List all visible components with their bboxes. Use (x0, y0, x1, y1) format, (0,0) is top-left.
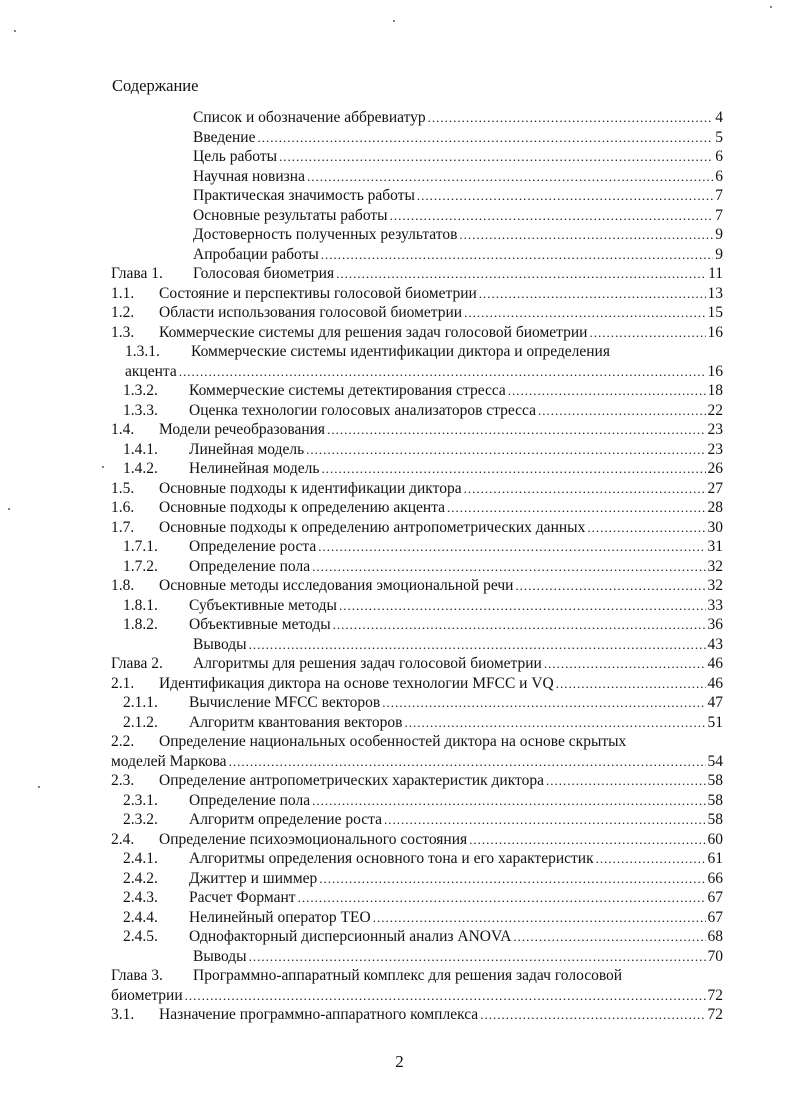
toc-dot-leader (318, 537, 705, 557)
scan-speck (393, 20, 395, 22)
toc-entry (111, 927, 723, 947)
toc-entry (111, 459, 723, 479)
toc-entry-page: 33 (707, 596, 723, 614)
toc-dot-leader (312, 791, 705, 811)
toc-entry-page: 54 (707, 752, 723, 770)
toc-entry-title: Алгоритм квантования векторов (189, 713, 403, 731)
toc-entry-title: Голосовая биометрия (193, 265, 335, 282)
toc-entry-title: Достоверность полученных результатов (193, 226, 458, 243)
toc-entry-title: Определение пола (189, 791, 311, 809)
toc-entry-title: Коммерческие системы детектирования стресса (189, 382, 506, 399)
toc-entry (111, 498, 723, 518)
toc-entry (111, 908, 723, 928)
toc-entry-number: 1.3.3. (123, 401, 158, 419)
toc-entry-page: 43 (707, 635, 723, 653)
toc-entry (111, 303, 723, 323)
toc-entry-number: 1.4. (111, 421, 135, 438)
toc-entry-number: 1.8.1. (123, 596, 158, 614)
toc-entry-number: 2.3.2. (123, 811, 158, 828)
toc-entry-page: 72 (707, 986, 723, 1004)
toc-dot-leader (373, 908, 706, 928)
toc-entry-page: 32 (707, 577, 723, 594)
toc-entry-number: Глава 2. (111, 655, 163, 672)
toc-entry (111, 108, 723, 128)
toc-entry (111, 1005, 723, 1025)
toc-entry-number: 1.2. (111, 304, 135, 321)
scan-speck (38, 786, 40, 788)
toc-entry (111, 420, 723, 440)
toc-entry-title: Расчет Формант (189, 889, 296, 906)
toc-dot-leader (447, 498, 705, 518)
toc-entry-page: 22 (707, 401, 723, 419)
toc-entry (111, 557, 723, 577)
toc-entry-title: Алгоритмы определения основного тона и его характеристик (189, 850, 594, 867)
toc-entry-title: Определение роста (189, 538, 317, 555)
toc-entry-title: Коммерческие системы идентификации диктора и определения (191, 343, 610, 360)
toc-entry-title: Выводы (193, 947, 247, 965)
toc-dot-leader (546, 771, 705, 791)
toc-entry (111, 947, 723, 967)
toc-entry-number: 2.2. (111, 733, 135, 750)
toc-entry-number: 2.1.1. (123, 694, 158, 711)
toc-entry-title: Список и обозначение аббревиатур (193, 109, 426, 126)
toc-entry (111, 596, 723, 616)
toc-entry-page: 61 (707, 850, 723, 867)
toc-entry-title: Определение психоэмоционального состояния (159, 830, 468, 848)
toc-dot-leader (257, 128, 713, 148)
toc-entry (111, 284, 723, 304)
toc-dot-leader (464, 479, 706, 499)
toc-entry-number: 1.7. (111, 518, 135, 536)
toc-entry-title: Определение пола (189, 557, 311, 575)
toc-entry-title: Определение антропометрических характеристик диктора (159, 772, 545, 789)
toc-entry-number: 3.1. (111, 1006, 135, 1023)
toc-dot-leader (339, 596, 706, 616)
toc-dot-leader (312, 557, 705, 577)
toc-dot-leader (417, 186, 713, 206)
toc-dot-leader (390, 206, 714, 226)
toc-entry-page: 47 (707, 694, 723, 711)
toc-entry-number: 1.3.2. (123, 382, 158, 399)
toc-dot-leader (589, 323, 705, 343)
toc-entry (111, 966, 723, 986)
toc-entry-number: 1.7.1. (123, 538, 158, 555)
toc-dot-leader (544, 654, 706, 674)
toc-entry-page: 5 (715, 128, 723, 146)
toc-entry (111, 147, 723, 167)
toc-entry-page: 27 (707, 479, 723, 497)
toc-entry-title: Научная новизна (193, 167, 305, 185)
toc-entry-page: 32 (707, 557, 723, 575)
toc-entry-page: 66 (707, 869, 723, 887)
toc-dot-leader (428, 108, 714, 128)
toc-dot-leader (333, 615, 706, 635)
toc-entry-number: 2.4.5. (123, 928, 158, 945)
toc-entry (111, 323, 723, 343)
toc-entry-page: 46 (707, 674, 723, 692)
table-of-contents (111, 108, 723, 1025)
toc-entry-page: 46 (707, 655, 723, 672)
toc-entry-title: Основные результаты работы (193, 206, 388, 224)
toc-entry-number: 2.4.3. (123, 889, 158, 906)
toc-entry-page: 26 (707, 460, 723, 477)
toc-entry (111, 693, 723, 713)
toc-dot-leader (469, 830, 705, 850)
toc-entry-page: 60 (707, 830, 723, 848)
toc-entry-page: 68 (707, 928, 723, 945)
toc-dot-leader (384, 810, 706, 830)
toc-entry-page: 51 (707, 713, 723, 731)
toc-entry-page: 58 (707, 811, 723, 828)
toc-dot-leader (327, 420, 705, 440)
toc-entry-page: 18 (707, 382, 723, 399)
toc-entry-page: 16 (707, 323, 723, 341)
toc-entry-number: Глава 3. (111, 967, 163, 984)
toc-entry-number: 1.4.1. (123, 440, 158, 458)
toc-heading: Содержание (112, 76, 199, 95)
toc-entry-title: биометрии (111, 986, 183, 1004)
toc-entry (111, 752, 723, 772)
toc-entry-number: 1.8.2. (123, 616, 158, 633)
toc-entry-page: 9 (715, 245, 723, 263)
toc-dot-leader (249, 947, 706, 967)
toc-entry (111, 401, 723, 421)
toc-entry (111, 576, 723, 596)
toc-entry-page: 13 (707, 284, 723, 302)
toc-dot-leader (185, 986, 706, 1006)
toc-entry-title: Определение национальных особенностей диктора на основе скрытых (159, 733, 627, 750)
toc-dot-leader (321, 245, 713, 265)
toc-entry-page: 6 (715, 148, 723, 165)
toc-entry-title: Основные подходы к идентификации диктора (159, 479, 462, 497)
toc-dot-leader (279, 147, 713, 167)
toc-entry (111, 849, 723, 869)
toc-entry-number: 2.3. (111, 772, 135, 789)
toc-entry-page: 9 (715, 226, 723, 243)
toc-entry-number: 1.6. (111, 499, 135, 516)
scan-speck (102, 466, 104, 468)
toc-entry (111, 810, 723, 830)
toc-entry (111, 518, 723, 538)
toc-entry-title: Основные подходы к определению акцента (159, 499, 446, 516)
toc-dot-leader (556, 674, 706, 694)
toc-entry-page: 23 (707, 421, 723, 438)
toc-entry (111, 791, 723, 811)
toc-dot-leader (459, 225, 713, 245)
toc-entry-title: Программно-аппаратный комплекс для решения задач голосовой (193, 967, 623, 984)
toc-entry-page: 36 (707, 616, 723, 633)
toc-entry-number: 1.8. (111, 577, 135, 594)
toc-entry-number: 2.4.2. (123, 869, 158, 887)
toc-entry-page: 30 (707, 518, 723, 536)
toc-entry-page: 6 (715, 167, 723, 185)
toc-dot-leader (249, 635, 706, 655)
toc-dot-leader (513, 927, 705, 947)
toc-entry (111, 264, 723, 284)
toc-entry-title: Основные методы исследования эмоциональной речи (159, 577, 514, 594)
toc-entry-page: 67 (707, 889, 723, 906)
toc-entry-title: Назначение программно-аппаратного комплекса (159, 1006, 479, 1023)
toc-entry-title: Выводы (193, 635, 247, 653)
toc-dot-leader (321, 459, 705, 479)
scan-speck (8, 508, 10, 510)
toc-entry (111, 869, 723, 889)
toc-dot-leader (515, 576, 705, 596)
toc-entry-title: Джиттер и шиммер (189, 869, 318, 887)
toc-entry (111, 186, 723, 206)
toc-dot-leader (596, 849, 706, 869)
toc-entry-number: 2.3.1. (123, 791, 158, 809)
toc-dot-leader (404, 713, 705, 733)
toc-entry (111, 888, 723, 908)
toc-entry-page: 7 (715, 187, 723, 204)
toc-dot-leader (298, 888, 706, 908)
toc-entry-page: 15 (707, 304, 723, 321)
toc-entry (111, 128, 723, 148)
toc-dot-leader (336, 264, 706, 284)
toc-entry-page: 31 (707, 538, 723, 555)
toc-entry-page: 7 (715, 206, 723, 224)
toc-entry-number: 2.1. (111, 674, 135, 692)
toc-entry (111, 479, 723, 499)
toc-entry-page: 11 (708, 265, 723, 282)
toc-entry-page: 4 (715, 109, 723, 126)
toc-entry-title: Практическая значимость работы (193, 187, 415, 204)
toc-dot-leader (587, 518, 705, 538)
toc-dot-leader (479, 284, 706, 304)
toc-entry (111, 771, 723, 791)
toc-entry-title: Цель работы (193, 148, 278, 165)
toc-entry-title: Идентификация диктора на основе технологии MFCC и VQ (159, 674, 554, 692)
toc-dot-leader (382, 693, 705, 713)
toc-entry-number: Глава 1. (111, 265, 163, 282)
toc-entry-page: 23 (707, 440, 723, 458)
toc-dot-leader (306, 440, 705, 460)
toc-entry (111, 654, 723, 674)
scan-speck (14, 30, 16, 32)
toc-entry-number: 1.7.2. (123, 557, 158, 575)
toc-entry-title: Объективные методы (189, 616, 331, 633)
toc-entry (111, 381, 723, 401)
toc-entry-page: 72 (707, 1006, 723, 1023)
toc-dot-leader (319, 869, 705, 889)
toc-entry-number: 2.4.1. (123, 850, 158, 867)
toc-entry (111, 362, 723, 382)
toc-entry-number: 2.4. (111, 830, 135, 848)
toc-dot-leader (464, 303, 705, 323)
scan-speck (770, 6, 772, 8)
toc-entry (111, 537, 723, 557)
page-number: 2 (395, 1052, 404, 1071)
toc-entry-number: 1.5. (111, 479, 135, 497)
toc-entry-page: 58 (707, 772, 723, 789)
toc-entry-page: 67 (707, 908, 723, 926)
toc-entry (111, 245, 723, 265)
toc-entry-title: Состояние и перспективы голосовой биометрии (159, 284, 477, 302)
toc-entry-page: 16 (707, 362, 723, 380)
toc-dot-leader (179, 362, 706, 382)
toc-entry (111, 225, 723, 245)
toc-entry-title: Апробации работы (193, 245, 319, 263)
toc-entry-title: Нелинейная модель (189, 460, 320, 477)
toc-entry-number: 2.4.4. (123, 908, 158, 926)
toc-entry-page: 28 (707, 499, 723, 516)
toc-entry-title: Алгоритм определение роста (189, 811, 382, 828)
toc-entry-number: 1.3. (111, 323, 135, 341)
toc-dot-leader (538, 401, 706, 421)
toc-entry (111, 732, 723, 752)
toc-entry-title: Вычисление MFCC векторов (189, 694, 381, 711)
toc-entry-title: Коммерческие системы для решения задач голосовой биометрии (159, 323, 588, 341)
toc-entry-title: Однофакторный дисперсионный анализ ANOVA (189, 928, 512, 945)
toc-dot-leader (508, 381, 706, 401)
toc-entry-title: Нелинейный оператор TEO (189, 908, 371, 926)
toc-entry-number: 2.1.2. (123, 713, 158, 731)
toc-entry-number: 1.3.1. (125, 343, 160, 360)
toc-entry-number: 1.1. (111, 284, 135, 302)
toc-entry-page: 70 (707, 947, 723, 965)
toc-entry-title: Модели речеобразования (159, 421, 326, 438)
toc-dot-leader (307, 167, 713, 187)
toc-entry (111, 167, 723, 187)
toc-dot-leader (229, 752, 706, 772)
toc-entry-title: Основные подходы к определению антропометрических данных (159, 518, 586, 536)
toc-entry (111, 635, 723, 655)
toc-entry-title: акцента (125, 362, 177, 380)
toc-entry (111, 615, 723, 635)
toc-entry-title: Области использования голосовой биометрии (159, 304, 463, 321)
toc-entry (111, 986, 723, 1006)
toc-entry-title: Алгоритмы для решения задач голосовой биометрии (193, 655, 542, 672)
toc-entry-number: 1.4.2. (123, 460, 158, 477)
toc-entry (111, 713, 723, 733)
toc-entry-title: Линейная модель (189, 440, 305, 458)
toc-entry (111, 440, 723, 460)
toc-entry (111, 206, 723, 226)
toc-entry-title: Субъективные методы (189, 596, 337, 614)
toc-entry (111, 342, 723, 362)
toc-dot-leader (480, 1005, 705, 1025)
toc-entry (111, 830, 723, 850)
toc-entry-title: Оценка технологии голосовых анализаторов стресса (189, 401, 536, 419)
toc-entry-page: 58 (707, 791, 723, 809)
toc-entry (111, 674, 723, 694)
toc-entry-title: моделей Маркова (111, 752, 227, 770)
toc-entry-title: Введение (193, 128, 256, 146)
